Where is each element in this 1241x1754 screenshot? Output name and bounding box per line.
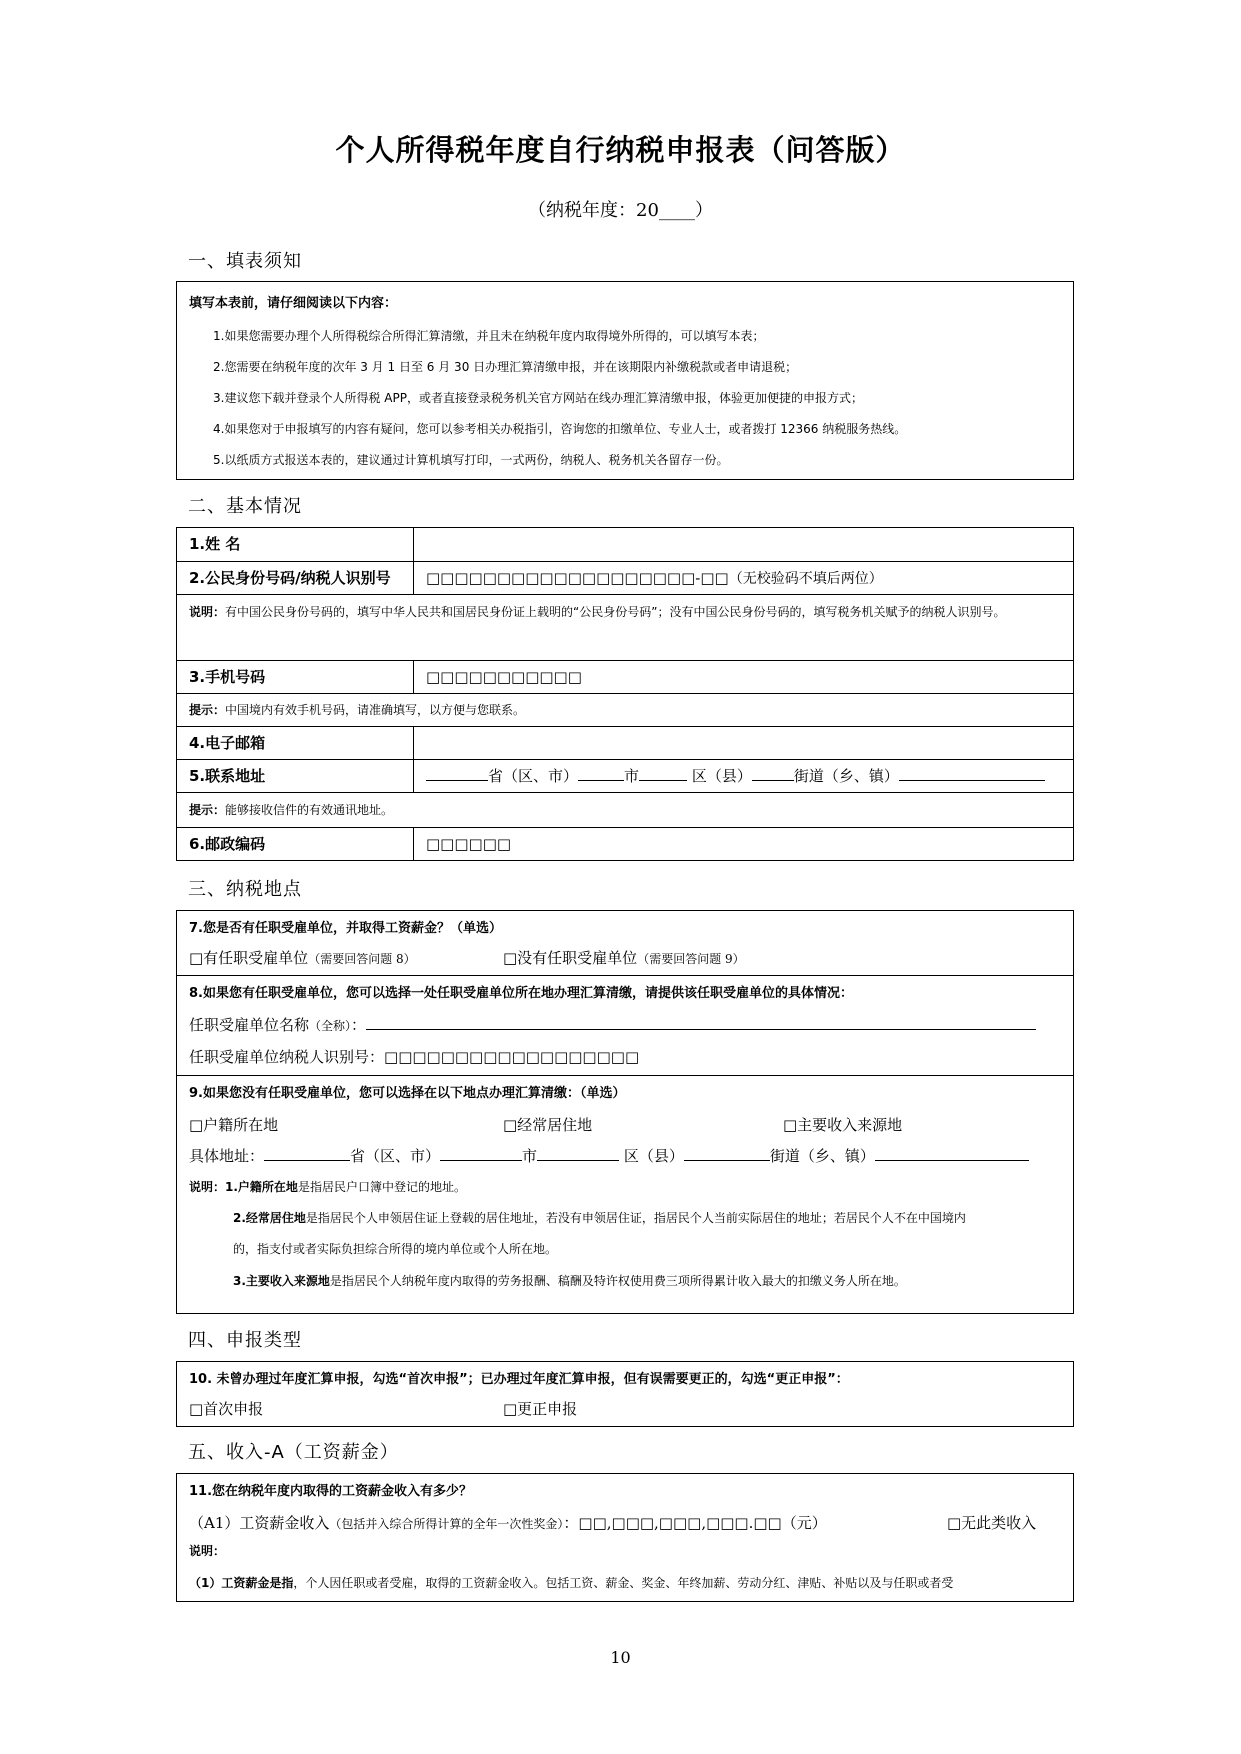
tax-location-box <box>176 910 1074 1314</box>
id-note-row <box>177 594 1073 660</box>
address-note <box>189 795 1063 825</box>
instruction-item: 4.如果您对于申报填写的内容有疑问，您可以参考相关办税指引，咨询您的扣缴单位、专业人士，或者拨打 12366 纳税服务热线。 <box>213 422 907 436</box>
q9-address[interactable]: 具体地址： 省（区、市） 市 区（县） 街道（乡、镇） <box>189 1145 1029 1166</box>
q11-note-label: 说明： <box>189 1544 226 1558</box>
name-label: 1.姓 名 <box>189 535 241 553</box>
address-note-label: 提示： <box>189 803 226 817</box>
id-note <box>189 597 1063 628</box>
q11-note-1: （1）工资薪金是指，个人因任职或者受雇，取得的工资薪金收入。包括工资、薪金、奖金、年终加薪、劳动分红、津贴、补贴以及与任职或者受 <box>189 1576 954 1590</box>
addr-district: 区（县） <box>691 767 752 785</box>
zip-boxes: □□□□□□ <box>426 835 512 853</box>
q9-option-household[interactable]: □户籍所在地 <box>189 1116 279 1134</box>
filing-type-box <box>176 1361 1074 1427</box>
page-title: 个人所得税年度自行纳税申报表（问答版） <box>335 133 906 167</box>
q9-note-3: 3.主要收入来源地是指居民个人纳税年度内取得的劳务报酬、稿酬及特许权使用费三项所得累计收入最大的扣缴义务人所在地。 <box>233 1274 906 1288</box>
q9-note-1: 说明：1.户籍所在地是指居民户口簿中登记的地址。 <box>189 1180 466 1194</box>
address-note-row <box>177 792 1073 827</box>
instruction-item: 2.您需要在纳税年度的次年 3 月 1 日至 6 月 30 日办理汇算清缴申报，并在该期限内补缴税款或者申请退税； <box>213 360 798 374</box>
section-heading-basic-info: 二、基本情况 <box>188 496 302 517</box>
address-row <box>177 759 1073 792</box>
q9-option-income-source[interactable]: □主要收入来源地 <box>783 1116 903 1134</box>
instructions-box <box>176 281 1074 480</box>
q10-question: 10. 未曾办理过年度汇算申报，勾选“首次申报”；已办理过年度汇算申报，但有误需要更正的，勾选“更正申报”： <box>189 1372 849 1387</box>
phone-note-text: 中国境内有效手机号码，请准确填写，以方便与您联系。 <box>225 703 526 717</box>
section-heading-tax-location: 三、纳税地点 <box>188 879 302 900</box>
id-field[interactable] <box>413 562 1073 594</box>
q7-block <box>177 911 1073 975</box>
id-hint: （无校验码不填后两位） <box>728 571 883 587</box>
address-label: 5.联系地址 <box>189 767 266 785</box>
zip-label: 6.邮政编码 <box>189 835 266 853</box>
filing-option-correction[interactable]: □更正申报 <box>503 1400 578 1418</box>
phone-note <box>189 695 1063 725</box>
filing-option-first[interactable]: □首次申报 <box>189 1400 264 1418</box>
zip-row <box>177 827 1073 860</box>
email-field[interactable] <box>413 727 1073 759</box>
q7-option-employed[interactable]: □有任职受雇单位（需要回答问题 8） <box>189 949 416 967</box>
name-field[interactable] <box>413 528 1073 561</box>
phone-label: 3.手机号码 <box>189 668 266 686</box>
id-note-text: 有中国公民身份号码的，填写中华人民共和国居民身份证上载明的“公民身份号码”；没有中国公民身份号码的，填写税务机关赋予的纳税人识别号。 <box>225 605 1006 619</box>
page-number: 10 <box>610 1648 631 1667</box>
address-field[interactable] <box>413 760 1073 792</box>
phone-field[interactable] <box>413 661 1073 693</box>
phone-note-row <box>177 693 1073 726</box>
id-row <box>177 561 1073 594</box>
phone-note-label: 提示： <box>189 703 226 717</box>
q7-option-unemployed[interactable]: □没有任职受雇单位（需要回答问题 9） <box>503 949 745 967</box>
email-label: 4.电子邮箱 <box>189 734 266 752</box>
q9-note-2-cont: 的，指支付或者实际负担综合所得的境内单位或个人所在地。 <box>233 1242 558 1256</box>
q9-block <box>177 1075 1073 1313</box>
addr-city: 市 <box>624 767 640 785</box>
a1-no-income-checkbox[interactable]: □无此类收入 <box>947 1514 1037 1532</box>
tax-year-subtitle: （纳税年度：20____） <box>528 200 713 221</box>
section-heading-filing-type: 四、申报类型 <box>188 1330 302 1351</box>
q8-question: 8.如果您有任职受雇单位，您可以选择一处任职受雇单位所在地办理汇算清缴，请提供该任职受雇单位的具体情况： <box>189 986 853 1001</box>
zip-field[interactable] <box>413 828 1073 860</box>
q8-employer-id[interactable]: 任职受雇单位纳税人识别号：□□□□□□□□□□□□□□□□□□ <box>189 1048 640 1066</box>
q9-note-2: 2.经常居住地是指居民个人申领居住证上登载的居住地址，若没有申领居住证，指居民个人当前实际居住的地址；若居民个人不在中国境内 <box>233 1211 966 1225</box>
q8-block <box>177 975 1073 1075</box>
address-note-text: 能够接收信件的有效通讯地址。 <box>225 803 394 817</box>
income-a-box <box>176 1473 1074 1602</box>
phone-row <box>177 660 1073 693</box>
instructions-intro: 填写本表前，请仔细阅读以下内容： <box>189 296 398 311</box>
id-label: 2.公民身份号码/纳税人识别号 <box>189 569 391 587</box>
q9-option-residence[interactable]: □经常居住地 <box>503 1116 593 1134</box>
basic-info-table <box>176 527 1074 861</box>
section-heading-income-a: 五、收入-A（工资薪金） <box>188 1442 399 1463</box>
instruction-item: 1.如果您需要办理个人所得税综合所得汇算清缴，并且未在纳税年度内取得境外所得的，可以填写本表； <box>213 329 765 343</box>
addr-province: 省（区、市） <box>488 767 579 785</box>
instruction-item: 5.以纸质方式报送本表的，建议通过计算机填写打印，一式两份，纳税人、税务机关各留存一份。 <box>213 453 729 467</box>
email-row <box>177 726 1073 759</box>
section-heading-instructions: 一、填表须知 <box>188 251 302 272</box>
id-note-label: 说明： <box>189 605 226 619</box>
q7-question: 7.您是否有任职受雇单位，并取得工资薪金？（单选） <box>189 921 502 936</box>
q8-employer-name[interactable]: 任职受雇单位名称（全称）： <box>189 1014 1036 1035</box>
instruction-item: 3.建议您下载并登录个人所得税 APP，或者直接登录税务机关官方网站在线办理汇算清缴申报，体验更加便捷的申报方式； <box>213 391 863 405</box>
phone-boxes: □□□□□□□□□□□ <box>426 668 582 686</box>
q9-question: 9.如果您没有任职受雇单位，您可以选择在以下地点办理汇算清缴：（单选） <box>189 1086 626 1101</box>
addr-street: 街道（乡、镇） <box>793 767 899 785</box>
id-boxes: □□□□□□□□□□□□□□□□□□□-□□ <box>426 569 729 587</box>
name-row <box>177 528 1073 561</box>
a1-salary-income[interactable]: （A1）工资薪金收入（包括并入综合所得计算的全年一次性奖金）：□□,□□□,□□□,□□□.□□（元） <box>189 1514 827 1532</box>
q11-question: 11.您在纳税年度内取得的工资薪金收入有多少？ <box>189 1484 473 1499</box>
